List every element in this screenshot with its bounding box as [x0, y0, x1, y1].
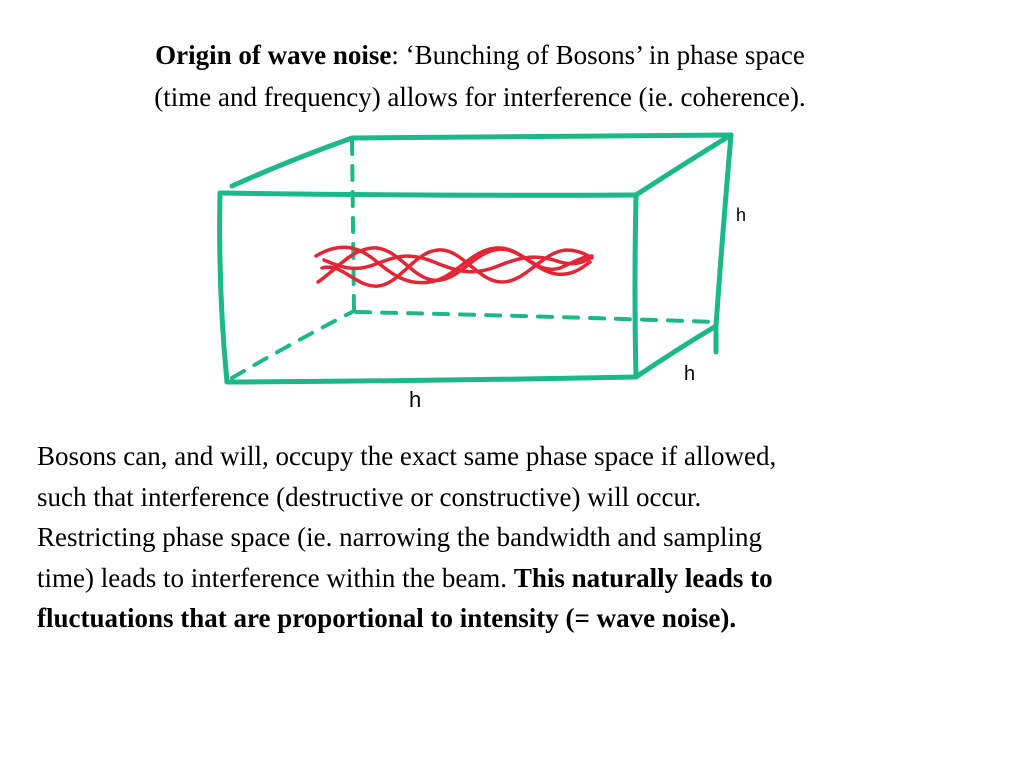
coherent-waves: [316, 247, 592, 286]
front-face-left-edge: [220, 193, 227, 382]
depth-label: h: [684, 363, 696, 385]
top-right-depth-edge: [636, 135, 731, 195]
body-line-4-normal: time) leads to interference within the beam.: [37, 562, 514, 593]
width-label: h: [409, 387, 422, 412]
hidden-bottom-left-depth: [232, 312, 352, 378]
back-face-top-edge: [352, 135, 731, 138]
front-face-bottom-edge: [227, 377, 636, 382]
top-left-depth-edge: [232, 138, 352, 186]
title-line-2: (time and frequency) allows for interference (ie. coherence).: [154, 82, 806, 112]
body-line-4-bold: This naturally leads to: [513, 562, 773, 593]
front-face-top-edge: [220, 193, 636, 195]
body-paragraph: [37, 436, 997, 639]
hidden-back-bottom: [356, 312, 716, 322]
body-line-2: such that interference (destructive or constructive) will occur.: [37, 481, 702, 512]
height-label: h: [736, 205, 747, 225]
body-line-5: fluctuations that are proportional to intensity (= wave noise).: [37, 603, 737, 633]
title-line-1-rest: : ‘Bunching of Bosons’ in phase space: [391, 40, 805, 70]
hidden-back-left-vertical: [352, 140, 354, 310]
body-line-1: Bosons can, and will, occupy the exact same phase space if allowed,: [37, 441, 777, 471]
title-bold: Origin of wave noise: [155, 40, 392, 70]
body-line-4: [37, 558, 997, 599]
body-line-3: Restricting phase space (ie. narrowing the bandwidth and sampling: [37, 522, 763, 552]
front-face-right-edge: [635, 195, 636, 377]
back-face-right-edge: [716, 135, 731, 326]
bottom-right-depth-edge: [636, 326, 716, 377]
